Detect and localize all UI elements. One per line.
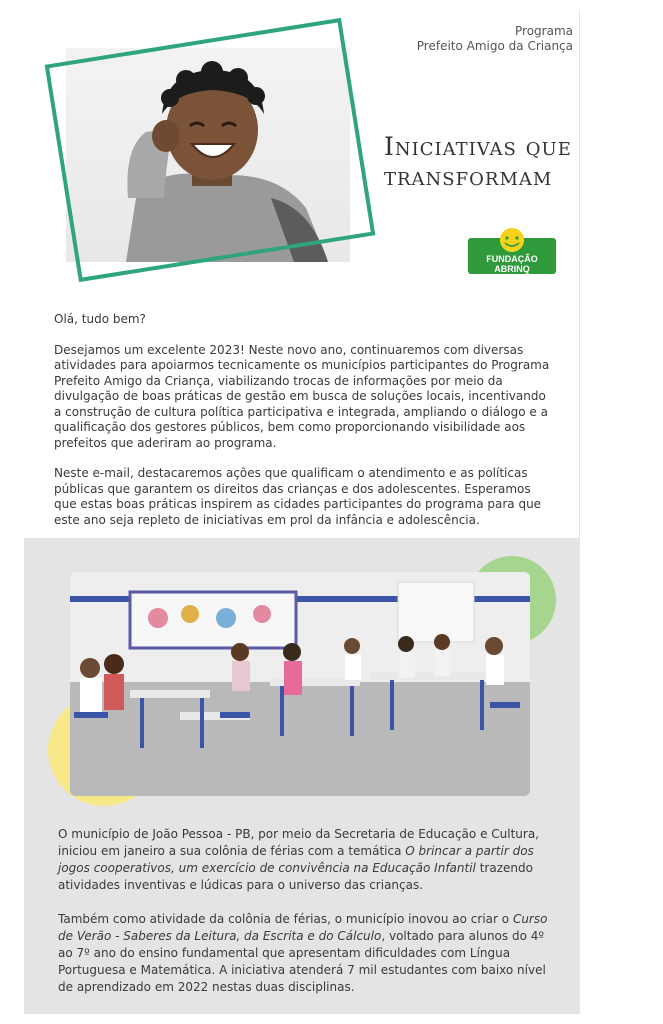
feature-paragraph-2	[58, 911, 558, 996]
logo-text	[468, 254, 556, 274]
fundacao-abrinq-logo[interactable]	[468, 224, 556, 276]
intro-paragraph-1: Desejamos um excelente 2023! Neste novo ano, continuaremos com diversas atividades para apoiarmos tecnicamente os municípios participantes do Programa Prefeito Amigo da Criança, viabilizando trocas de informações por meio da divulgação de boas práticas de gestão em busca de soluções locais, incentivando a construção de cultura política participativa e integrada, ampliando o diálogo e a qualificação dos gestores públicos, bem como proporcionando visibilidade aos prefeitos que aderiram ao programa.	[54, 342, 550, 450]
headline	[384, 132, 572, 192]
program-name	[417, 24, 573, 54]
email-newsletter	[24, 10, 580, 1014]
greeting: Olá, tudo bem?	[54, 312, 146, 326]
logo-line-2: ABRINQ	[494, 264, 530, 274]
feature-text	[58, 826, 558, 1013]
feature-p1-italic: O brincar a partir dos jogos cooperativos, um exercício de convivência na Educação Infantil	[58, 844, 534, 875]
feature-paragraph-1	[58, 826, 558, 894]
intro-section	[54, 312, 554, 543]
classroom-photo	[70, 572, 530, 796]
logo-line-1: FUNDAÇÃO	[486, 254, 538, 264]
intro-paragraph-2: Neste e-mail, destacaremos ações que qualificam o atendimento e as políticas públicas que garantem os direitos das crianças e dos adolescentes. Esperamos que estas boas práticas inspirem as cidades participantes do programa para que este ano seja repleto de iniciativas em prol da infância e adolescência.	[54, 466, 542, 527]
headline-line-1: Iniciativas que	[384, 132, 572, 161]
feature-p2-start: Também como atividade da colônia de férias, o município inovou ao criar o	[58, 912, 513, 926]
green-square-frame	[45, 18, 376, 282]
hero-photo-frame	[34, 28, 384, 288]
feature-p2-italic: Curso de Verão - Saberes da Leitura, da Escrita e do Cálculo	[58, 912, 548, 943]
feature-section	[24, 538, 579, 1014]
headline-line-2: transformam	[384, 162, 553, 191]
program-line-1: Programa	[515, 24, 573, 38]
feature-p1-end: trazendo atividades inventivas e lúdicas para o universo das crianças.	[58, 861, 533, 892]
feature-p1-start: O município de João Pessoa - PB, por meio da Secretaria de Educação e Cultura, iniciou em janeiro a sua colônia de férias com a temática	[58, 827, 539, 858]
classroom-illustration	[70, 572, 530, 796]
feature-p2-end: , voltado para alunos do 4º ao 7º ano do ensino fundamental que apresentam dificuldades com Língua Portuguesa e Matemática. A iniciativa atenderá 7 mil estudantes com baixo nível de aprendizado em 2022 nestas duas disciplinas.	[58, 929, 546, 994]
program-line-2: Prefeito Amigo da Criança	[416, 39, 573, 53]
